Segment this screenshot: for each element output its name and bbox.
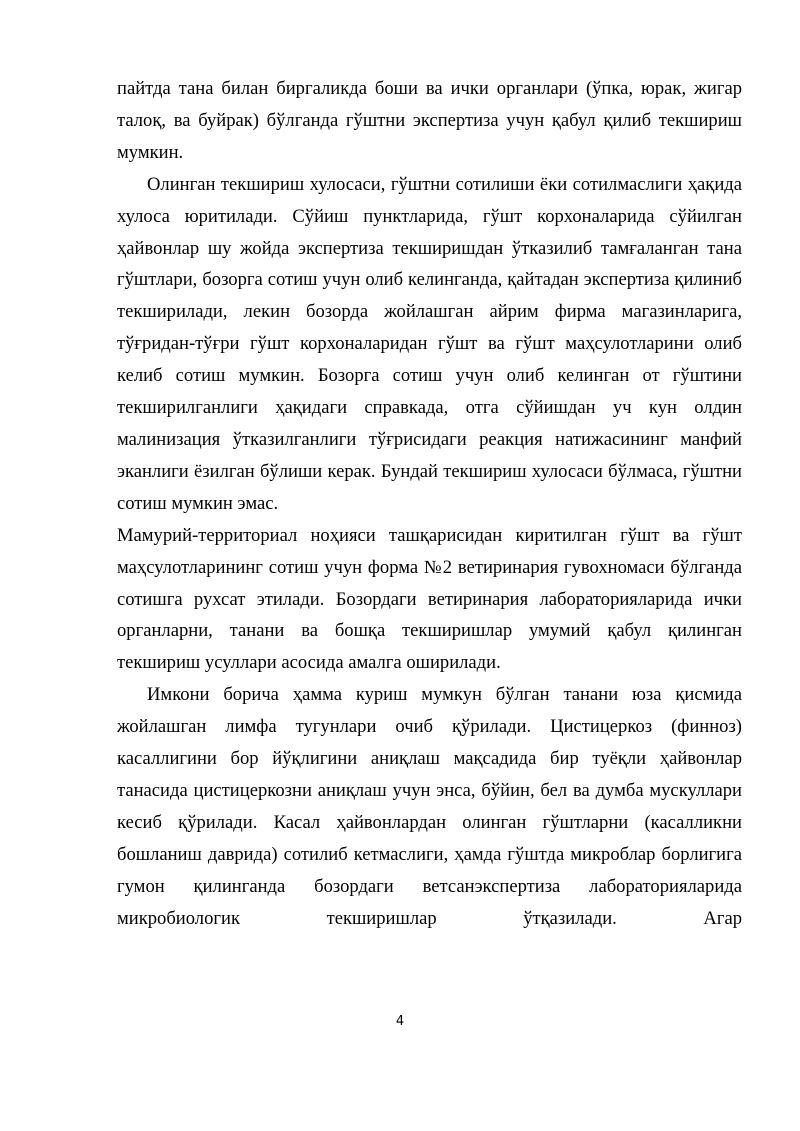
paragraph-1: пайтда тана билан биргаликда боши ва ички органлари (ўпка, юрак, жигар талоқ, ва буйрак) бўлганда гўштни экспертиза учун қабул қилиб текшириш мумкин. xyxy=(117,78,742,163)
paragraph-4: Имкони борича ҳамма куриш мумкун бўлган танани юза қисмида жойлашган лимфа тугунлари очиб қўрилади. Цистицеркоз (финноз) касаллигини бор йўқлигини аниқлаш мақсадида бир туёқли ҳайвонлар танасида цистицеркозни аниқлаш учун энса, бўйин, бел ва думба мускуллари кесиб қўрилади. Касал ҳайвонлардан олинган гўштларни (касалликни бошланиш даврида) сотилиб кетмаслиги, ҳамда гўштда микроблар борлигига гумон қилинганда бозордаги ветсанэкспертиза лабораторияларида микробиологик текширишлар ўтқазилади. Агар xyxy=(117,684,742,929)
paragraph-3: Мамурий-территориал ноҳияси ташқарисидан киритилган гўшт ва гўшт маҳсулотларининг сотиш учун форма №2 ветиринария гувохномаси бўлганда сотишга рухсат этилади. Бозордаги ветиринария лабораторияларида ички органларни, танани ва бошқа текширишлар умумий қабул қилинган текшириш усуллари асосида амалга оширилади. xyxy=(117,524,742,674)
paragraph-2: Олинган текшириш хулосаси, гўштни сотилиши ёки сотилмаслиги ҳақида хулоса юритилади. Сўйиш пунктларида, гўшт корхоналарида сўйилган ҳайвонлар шу жойда экспертиза текширишдан ўтказилиб тамғаланган тана гўштлари, бозорга сотиш учун олиб келинганда, қайтадан экспертиза қилиниб текширилади, лекин бозорда жойлашган айрим фирма магазинларига, тўғридан-тўғри гўшт корхоналаридан гўшт ва гўшт маҳсулотларини олиб келиб сотиш мумкин. Бозорга сотиш учун олиб келинган от гўштини текширилганлиги ҳақидаги справкада, отга сўйишдан уч кун олдин малинизация ўтказилганлиги тўғрисидаги реакция натижасининг манфий эканлиги ёзилган бўлиши керак. Бундай текшириш хулосаси бўлмаса, гўштни сотиш мумкин эмас. xyxy=(117,173,742,514)
body-text xyxy=(117,73,742,934)
page-number: 4 xyxy=(395,1014,405,1029)
